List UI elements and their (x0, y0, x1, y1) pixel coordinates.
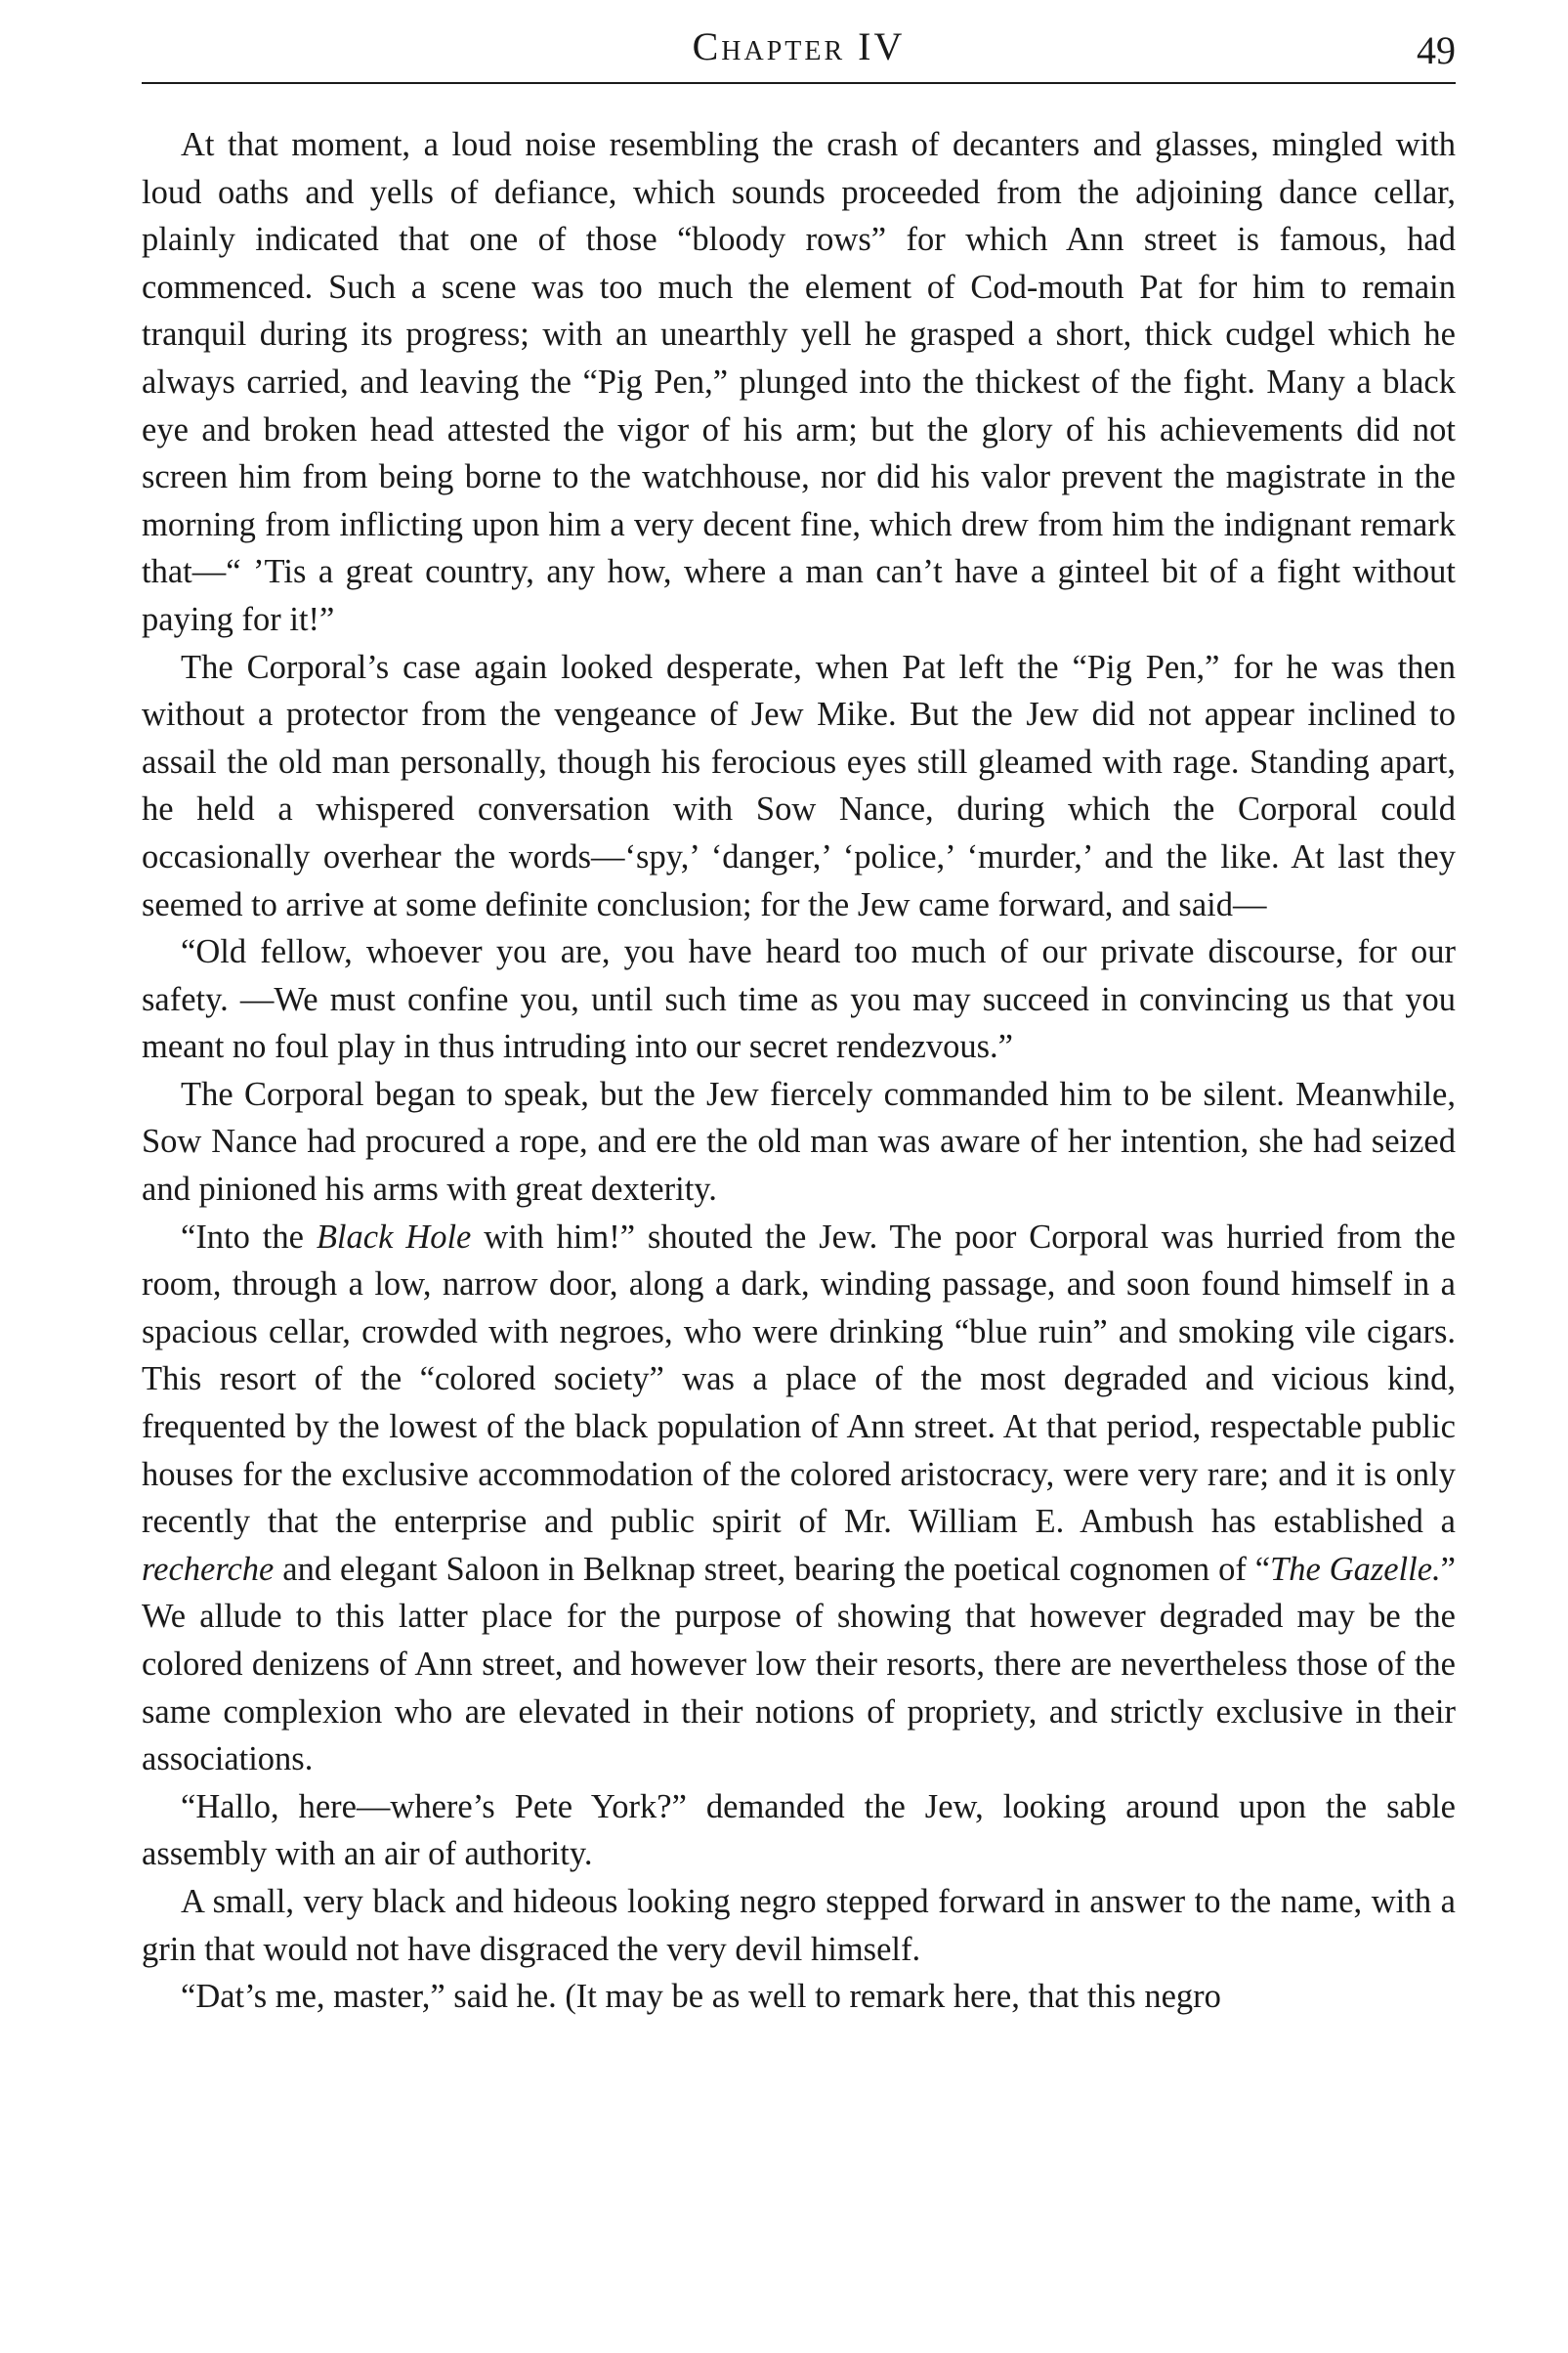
paragraph (142, 1071, 1456, 1214)
paragraph (142, 1783, 1456, 1878)
chapter-title: Chapter IV (692, 24, 906, 68)
paragraph-text: “Dat’s me, master,” said he. (It may be as well to remark here, that this negro (181, 1978, 1221, 2016)
paragraph-text: The Corporal’s case again looked desperate, when Pat left the “Pig Pen,” for he was then without a protector from the vengeance of Jew Mike. But the Jew did not appear inclined to assail the old man personally, though his ferocious eyes still gleamed with rage. Standing apart, he held a whispered conversation with Sow Nance, during which the Corporal could occasionally overhear the words—‘spy,’ ‘danger,’ ‘police,’ ‘murder,’ and the like. At last they seemed to arrive at some definite conclusion; for the Jew came forward, and said— (142, 648, 1456, 923)
paragraph (142, 1973, 1456, 2021)
paragraph (142, 928, 1456, 1071)
paragraph-text: and elegant Saloon in Belknap street, bearing the poetical cognomen of “ (274, 1550, 1271, 1588)
paragraph-text: “Old fellow, whoever you are, you have heard too much of our private discourse, for our safety. —We must confine you, until such time as you may succeed in convincing us that you meant no foul play in thus intruding into our secret rendezvous.” (142, 933, 1456, 1066)
paragraph (142, 1878, 1456, 1973)
running-head (142, 21, 1456, 84)
paragraph (142, 121, 1456, 644)
italic-phrase: The Gazelle. (1270, 1550, 1441, 1588)
paragraph-text: The Corporal began to speak, but the Jew fiercely commanded him to be silent. Meanwhile, Sow Nance had procured a rope, and ere the old man was aware of her intention, she had seized and pinioned his arms with great dexterity. (142, 1075, 1456, 1209)
paragraph-text: with him!” shouted the Jew. The poor Corporal was hurried from the room, through a low, narrow door, along a dark, winding passage, and soon found himself in a spacious cellar, crowded with negroes, who were drinking “blue ruin” and smoking vile cigars. This resort of the “colored society” was a place of the most degraded and vicious kind, frequented by the lowest of the black population of Ann street. At that period, respectable public houses for the exclusive accommodation of the colored aristocracy, were very rare; and it is only recently that the enterprise and public spirit of Mr. William E. Ambush has established a (142, 1218, 1456, 1541)
paragraph (142, 644, 1456, 929)
paragraph-text: “Into the (181, 1218, 317, 1256)
paragraph-text: A small, very black and hideous looking negro stepped forward in answer to the name, with a grin that would not have disgraced the very devil himself. (142, 1882, 1456, 1968)
page-number: 49 (1417, 28, 1456, 72)
book-page (142, 21, 1456, 2021)
paragraph-text: “Hallo, here—where’s Pete York?” demanded the Jew, looking around upon the sable assembly with an air of authority. (142, 1787, 1456, 1873)
paragraph-text: ” We allude to this latter place for the purpose of showing that however degraded may be the colored denizens of Ann street, and however low their resorts, there are nevertheless those of the same complexion who are elevated in their notions of propriety, and strictly exclusive in their associations. (142, 1550, 1456, 1778)
italic-phrase: Black Hole (316, 1218, 472, 1256)
body-text (142, 121, 1456, 2021)
paragraph (142, 1214, 1456, 1783)
italic-phrase: recherche (142, 1550, 275, 1588)
paragraph-text: At that moment, a loud noise resembling the crash of decanters and glasses, mingled with loud oaths and yells of defiance, which sounds proceeded from the adjoining dance cellar, plainly indicated that one of those “bloody rows” for which Ann street is famous, had commenced. Such a scene was too much the element of Cod-mouth Pat for him to remain tranquil during its progress; with an unearthly yell he grasped a short, thick cudgel which he always carried, and leaving the “Pig Pen,” plunged into the thickest of the fight. Many a black eye and broken head attested the vigor of his arm; but the glory of his achievements did not screen him from being borne to the watchhouse, nor did his valor prevent the magistrate in the morning from inflicting upon him a very decent fine, which drew from him the indignant remark that—“ ’Tis a great country, any how, where a man can’t have a ginteel bit of a fight without paying for it!” (142, 126, 1456, 638)
